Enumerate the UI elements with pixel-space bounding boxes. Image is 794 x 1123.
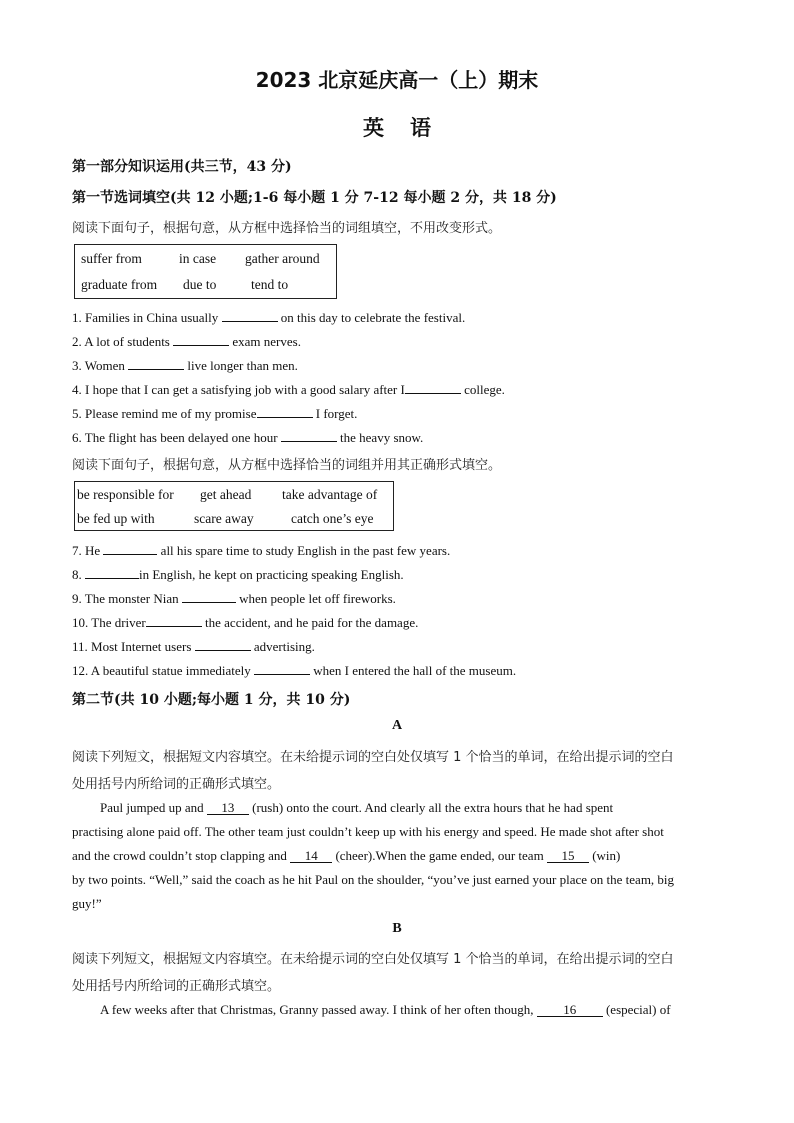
question-11: 11. Most Internet users advertising.	[72, 639, 315, 654]
passage-a-line1: Paul jumped up and 13 (rush) onto the court. And clearly all the extra hours that he had spent	[100, 800, 614, 815]
answer-blank[interactable]	[128, 357, 184, 370]
passage-b-instruction-line2: 处用括号内所给词的正确形式填空。	[72, 979, 281, 994]
exam-title: 2023 北京延庆高一（上）期末	[255, 68, 539, 92]
answer-blank[interactable]	[182, 590, 236, 603]
word-box-1-item: graduate from	[81, 277, 158, 292]
answer-blank[interactable]	[222, 309, 278, 322]
question-5: 5. Please remind me of my promise I forget.	[72, 406, 358, 421]
answer-blank[interactable]	[405, 381, 461, 394]
answer-blank-13[interactable]: 13	[207, 801, 249, 815]
question-12: 12. A beautiful statue immediately when I entered the hall of the museum.	[72, 663, 517, 678]
question-9: 9. The monster Nian when people let off fireworks.	[72, 591, 396, 606]
question-10: 10. The driver the accident, and he paid for the damage.	[72, 615, 419, 630]
passage-b-label: B	[392, 921, 402, 936]
passage-a-label: A	[391, 718, 403, 733]
answer-blank[interactable]	[146, 614, 202, 627]
passage-b-line1: A few weeks after that Christmas, Granny passed away. I think of her often though, 16 (especial) of	[100, 1002, 671, 1017]
answer-blank[interactable]	[257, 405, 313, 418]
word-box-1-item: in case	[179, 251, 217, 266]
section2-heading: 第二节(共 10 小题;每小题 1 分，共 10 分)	[72, 692, 351, 708]
question-2: 2. A lot of students exam nerves.	[72, 334, 301, 349]
answer-blank[interactable]	[85, 566, 139, 579]
word-box-2-item: catch one’s eye	[291, 511, 374, 526]
passage-b-instruction-line1: 阅读下列短文，根据短文内容填空。在未给提示词的空白处仅填写 1 个恰当的单词，在给出提示词的空白	[72, 952, 674, 967]
answer-blank-14[interactable]: 14	[290, 849, 332, 863]
question-4: 4. I hope that I can get a satisfying job with a good salary after I college.	[72, 382, 505, 397]
word-box-2-item: get ahead	[200, 487, 252, 502]
word-box-2-item: be fed up with	[77, 511, 155, 526]
answer-blank[interactable]	[173, 333, 229, 346]
answer-blank[interactable]	[195, 638, 251, 651]
question-6: 6. The flight has been delayed one hour the heavy snow.	[72, 430, 424, 445]
answer-blank-16[interactable]: 16	[537, 1003, 603, 1017]
question-3: 3. Women live longer than men.	[72, 358, 298, 373]
word-box-1-item: gather around	[245, 251, 320, 266]
word-box-1-item: due to	[183, 277, 217, 292]
instruction-1: 阅读下面句子，根据句意，从方框中选择恰当的词组填空，不用改变形式。	[72, 221, 502, 236]
passage-a-line4: by two points. “Well,” said the coach as he hit Paul on the shoulder, “you’ve just earned your place on the team, big	[72, 872, 675, 887]
answer-blank[interactable]	[281, 429, 337, 442]
answer-blank-15[interactable]: 15	[547, 849, 589, 863]
question-7: 7. He all his spare time to study English in the past few years.	[72, 543, 451, 558]
answer-blank[interactable]	[254, 662, 310, 675]
passage-a-instruction-line1: 阅读下列短文，根据短文内容填空。在未给提示词的空白处仅填写 1 个恰当的单词，在给出提示词的空白	[72, 750, 674, 765]
question-8: 8. in English, he kept on practicing speaking English.	[72, 567, 404, 582]
word-box-2-item: take advantage of	[282, 487, 378, 502]
word-box-2	[74, 481, 394, 531]
word-box-1-item: tend to	[251, 277, 289, 292]
passage-a-line2: practising alone paid off. The other team just couldn’t keep up with his energy and speed. He made shot after shot	[72, 824, 664, 839]
section1-heading: 第一节选词填空(共 12 小题;1-6 每小题 1 分 7-12 每小题 2 分，共 18 分)	[72, 190, 557, 206]
word-box-1	[74, 244, 337, 299]
subject-title: 英语	[363, 116, 457, 140]
word-box-2-item: be responsible for	[77, 487, 174, 502]
passage-a-line3: and the crowd couldn’t stop clapping and 14 (cheer).When the game ended, our team 15 (win)	[72, 848, 621, 863]
word-box-1-item: suffer from	[81, 251, 142, 266]
part1-heading: 第一部分知识运用(共三节，43 分)	[72, 159, 292, 175]
question-1: 1. Families in China usually on this day to celebrate the festival.	[72, 310, 466, 325]
instruction-2: 阅读下面句子，根据句意，从方框中选择恰当的词组并用其正确形式填空。	[72, 458, 502, 473]
word-box-2-item: scare away	[194, 511, 254, 526]
answer-blank[interactable]	[103, 542, 157, 555]
passage-a-line5: guy!”	[72, 896, 102, 911]
passage-a-instruction-line2: 处用括号内所给词的正确形式填空。	[72, 777, 281, 792]
